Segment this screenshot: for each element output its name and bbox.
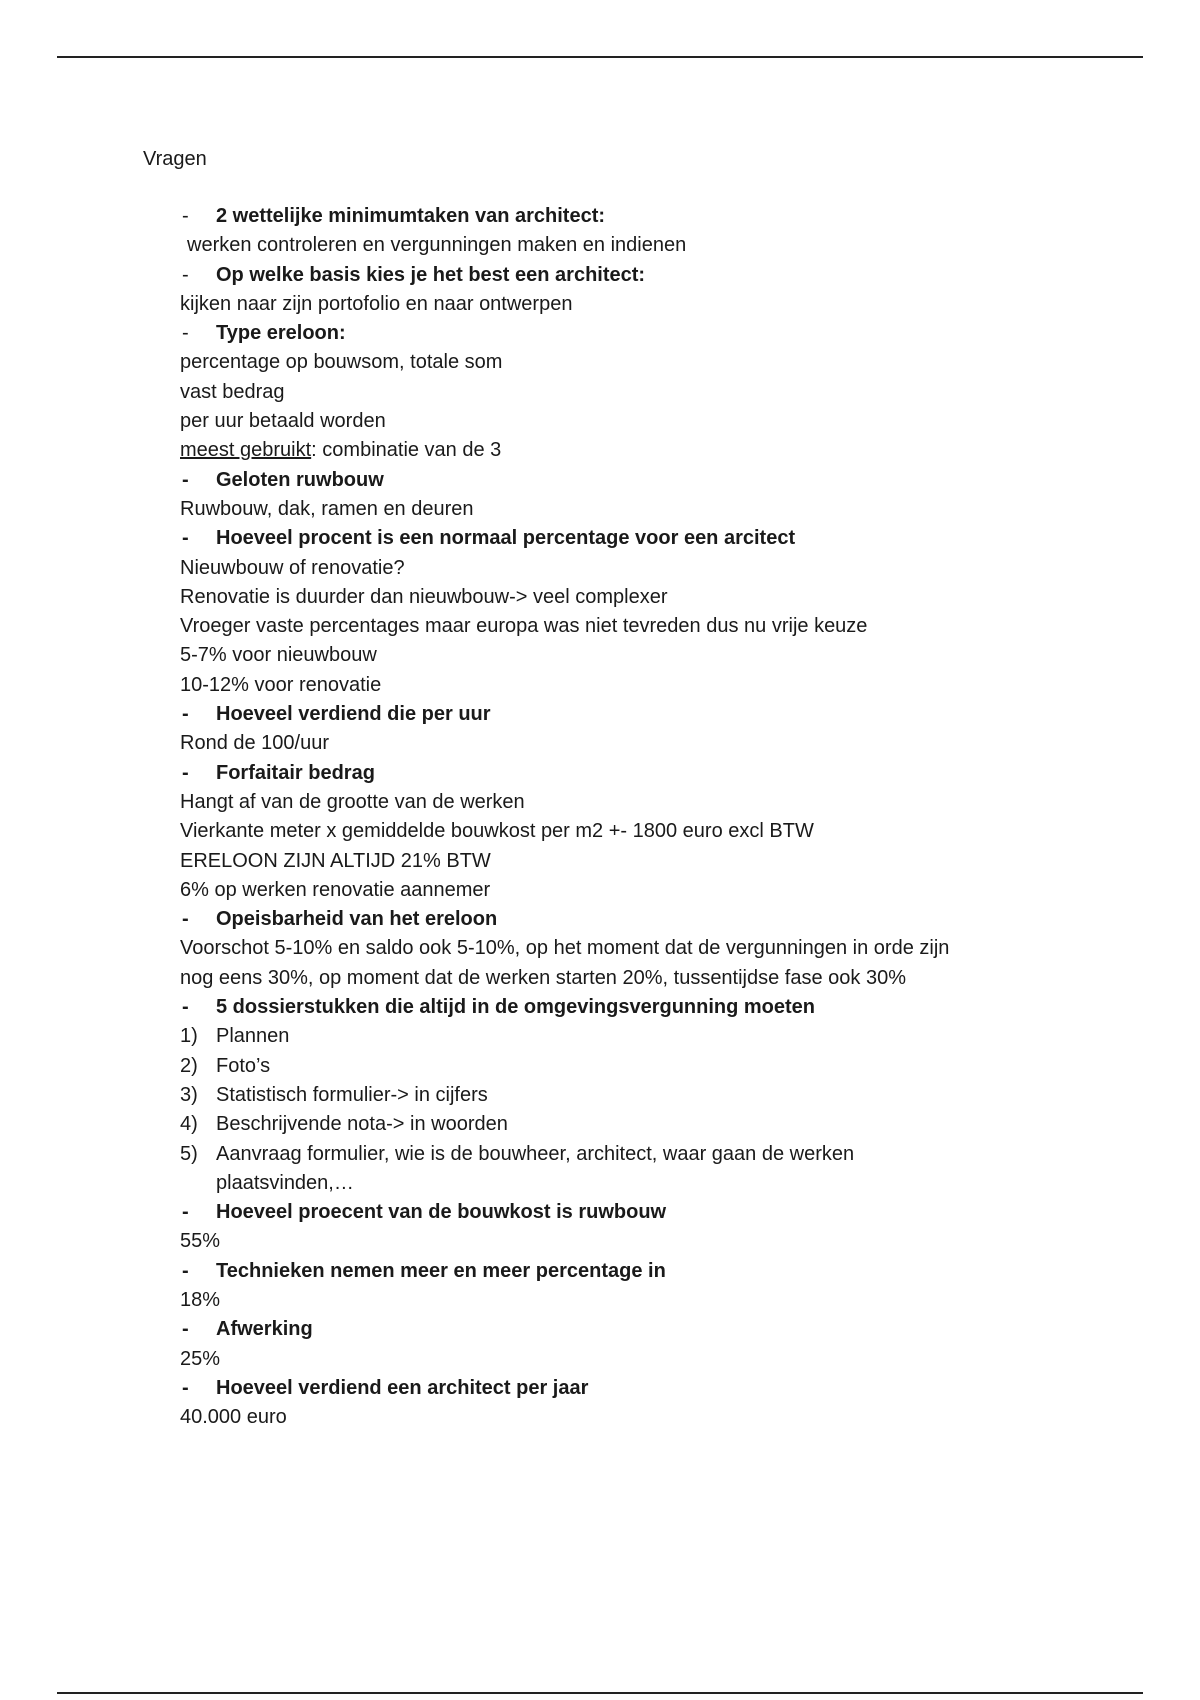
- answer-4: Ruwbouw, dak, ramen en deuren: [180, 497, 474, 520]
- answer-6: Rond de 100/uur: [180, 732, 330, 755]
- document-title: Vragen: [143, 148, 207, 170]
- answer-8-line-2: nog eens 30%, op moment dat de werken starten 20%, tussentijdse fase ook 30%: [180, 966, 906, 989]
- list-item: 1) Plannen: [180, 1025, 290, 1048]
- list-item: 5) Aanvraag formulier, wie is de bouwheer, architect, waar gaan de werken: [180, 1142, 855, 1165]
- answer-7-line-1: Hangt af van de grootte van de werken: [180, 790, 525, 813]
- question-12: - Afwerking: [182, 1318, 313, 1341]
- question-7: - Forfaitair bedrag: [182, 761, 375, 784]
- answer-3-line-4: meest gebruikt: combinatie van de 3: [180, 439, 502, 462]
- answer-11: 18%: [180, 1288, 221, 1311]
- document-body: [180, 202, 1080, 1432]
- question-8: - Opeisbarheid van het ereloon: [182, 908, 498, 931]
- list-item: 3) Statistisch formulier-> in cijfers: [180, 1083, 488, 1106]
- question-10: - Hoeveel proecent van de bouwkost is ruwbouw: [182, 1201, 667, 1224]
- answer-13: 40.000 euro: [180, 1406, 287, 1429]
- answer-3-line-1: percentage op bouwsom, totale som: [180, 351, 503, 374]
- footer-rule: [57, 1692, 1143, 1694]
- question-1: - 2 wettelijke minimumtaken van architect:: [182, 205, 606, 227]
- underlined-text: meest gebruikt: [180, 439, 312, 462]
- question-6: - Hoeveel verdiend die per uur: [182, 703, 491, 726]
- answer-7-line-3: ERELOON ZIJN ALTIJD 21% BTW: [180, 849, 491, 872]
- question-2: - Op welke basis kies je het best een architect:: [182, 263, 646, 286]
- answer-5-line-4: 5-7% voor nieuwbouw: [180, 644, 377, 667]
- answer-10: 55%: [180, 1230, 221, 1253]
- question-3: - Type ereloon:: [182, 322, 346, 345]
- answer-2: kijken naar zijn portofolio en naar ontwerpen: [180, 292, 573, 315]
- question-4: - Geloten ruwbouw: [182, 468, 384, 491]
- answer-5-line-3: Vroeger vaste percentages maar europa was niet tevreden dus nu vrije keuze: [180, 615, 868, 638]
- question-11: - Technieken nemen meer en meer percentage in: [182, 1259, 666, 1282]
- answer-3-line-3: per uur betaald worden: [180, 410, 386, 433]
- answer-5-line-2: Renovatie is duurder dan nieuwbouw-> veel complexer: [180, 585, 668, 608]
- list-item: 2) Foto’s: [180, 1054, 271, 1077]
- list-item: 4) Beschrijvende nota-> in woorden: [180, 1113, 508, 1136]
- header-rule: [57, 56, 1143, 58]
- answer-3-line-2: vast bedrag: [180, 380, 285, 403]
- answer-7-line-4: 6% op werken renovatie aannemer: [180, 878, 491, 901]
- question-9: - 5 dossierstukken die altijd in de omgevingsvergunning moeten: [182, 996, 816, 1019]
- answer-12: 25%: [180, 1347, 221, 1370]
- list-item-continuation: plaatsvinden,…: [216, 1171, 354, 1194]
- answer-5-line-5: 10-12% voor renovatie: [180, 673, 382, 696]
- question-5: - Hoeveel procent is een normaal percentage voor een arcitect: [182, 527, 796, 550]
- answer-8-line-1: Voorschot 5-10% en saldo ook 5-10%, op het moment dat de vergunningen in orde zijn: [180, 937, 950, 960]
- answer-1: werken controleren en vergunningen maken en indienen: [187, 234, 687, 257]
- answer-7-line-2: Vierkante meter x gemiddelde bouwkost per m2 +- 1800 euro excl BTW: [180, 820, 814, 843]
- answer-5-line-1: Nieuwbouw of renovatie?: [180, 556, 405, 579]
- question-13: - Hoeveel verdiend een architect per jaar: [182, 1376, 589, 1399]
